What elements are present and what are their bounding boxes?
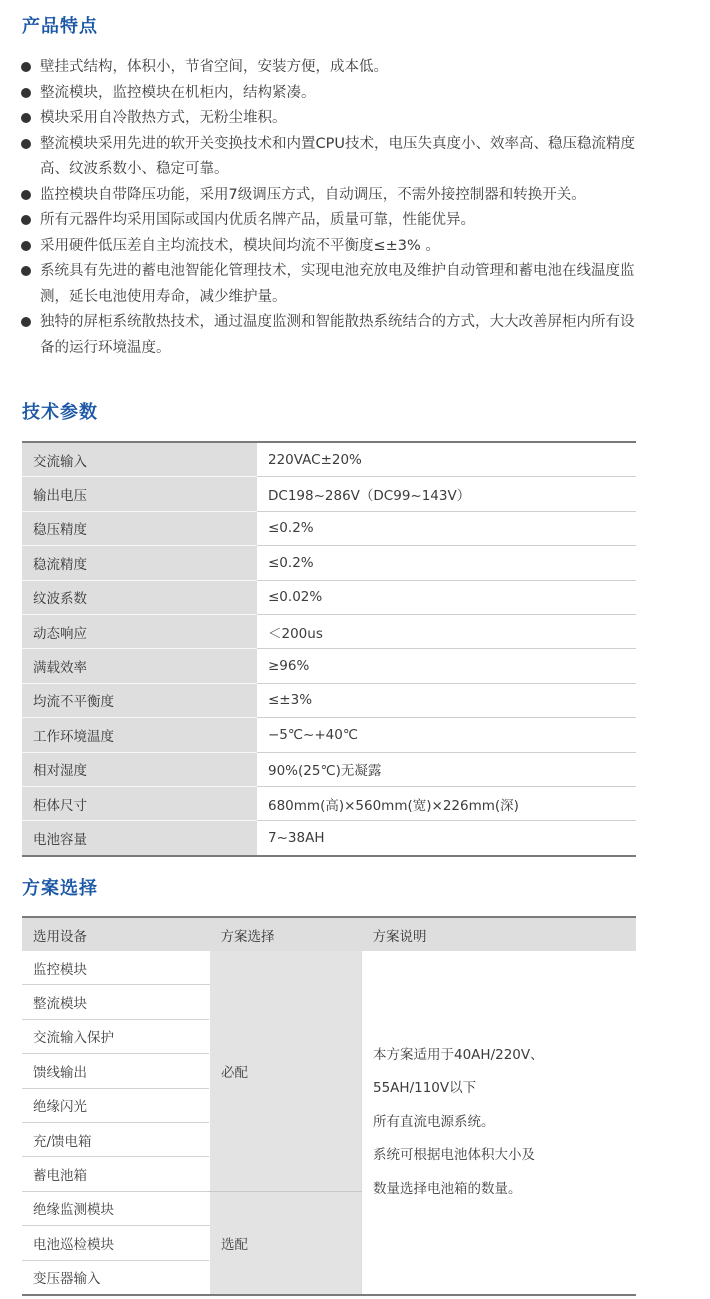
bullet-icon xyxy=(21,62,31,72)
param-value: 7~38AH xyxy=(268,829,325,846)
list-item xyxy=(20,234,640,260)
feature-text: 模块采用自冷散热方式，无粉尘堆积。 xyxy=(40,110,287,126)
param-value: ≤0.2% xyxy=(257,511,636,545)
param-value: ≥96% xyxy=(257,649,636,683)
device-cell: 充/馈电箱 xyxy=(22,1122,210,1156)
bullet-icon xyxy=(21,190,31,200)
table-row xyxy=(22,821,636,856)
bullet-icon xyxy=(21,113,31,123)
device-cell: 整流模块 xyxy=(22,985,210,1019)
param-name: 交流输入 xyxy=(22,442,257,477)
feature-text: 独特的屏柜系统散热技术，通过温度监测和智能散热系统结合的方式，大大改善屏柜内所有设备的运行环境温度。 xyxy=(40,314,635,356)
description-cell xyxy=(362,951,637,1295)
list-item xyxy=(20,55,640,81)
param-value: DC198~286V（DC99~143V） xyxy=(257,477,636,511)
param-name: 稳流精度 xyxy=(22,546,257,580)
device-cell: 绝缘监测模块 xyxy=(22,1191,210,1225)
device-cell: 绝缘闪光 xyxy=(22,1088,210,1122)
table-row xyxy=(22,951,636,985)
bullet-icon xyxy=(21,317,31,327)
bullet-icon xyxy=(21,215,31,225)
list-item xyxy=(20,132,640,183)
table-row xyxy=(22,752,636,786)
table-row xyxy=(22,546,636,580)
table-row xyxy=(22,649,636,683)
device-cell: 蓄电池箱 xyxy=(22,1157,210,1191)
description-line: 55AH/110V以下 xyxy=(373,1080,477,1097)
feature-text: 采用硬件低压差自主均流技术，模块间均流不平衡度≤±3% 。 xyxy=(40,237,440,254)
features-title: 产品特点 xyxy=(22,16,98,37)
bullet-icon xyxy=(21,266,31,276)
param-name: 稳压精度 xyxy=(22,511,257,545)
param-value: 220VAC±20% xyxy=(257,442,636,477)
table-row xyxy=(22,718,636,752)
param-name: 输出电压 xyxy=(22,477,257,511)
param-name: 动态响应 xyxy=(22,614,257,648)
column-header-device: 选用设备 xyxy=(22,917,210,951)
table-row xyxy=(22,786,636,820)
param-name: 相对湿度 xyxy=(22,752,257,786)
device-cell: 馈线输出 xyxy=(22,1054,210,1088)
table-row xyxy=(22,683,636,717)
feature-text: 系统具有先进的蓄电池智能化管理技术，实现电池充放电及维护自动管理和蓄电池在线温度监测，延长电池使用寿命，减少维护量。 xyxy=(40,263,635,305)
param-name: 电池容量 xyxy=(22,821,257,856)
param-name: 纹波系数 xyxy=(22,580,257,614)
param-name: 柜体尺寸 xyxy=(22,786,257,820)
list-item xyxy=(20,208,640,234)
list-item xyxy=(20,259,640,310)
param-value: −5℃~+40℃ xyxy=(257,718,636,752)
scheme-table xyxy=(22,916,636,1296)
list-item xyxy=(20,183,640,209)
device-cell: 交流输入保护 xyxy=(22,1019,210,1053)
feature-text: 壁挂式结构，体积小，节省空间，安装方便，成本低。 xyxy=(40,59,388,75)
device-cell: 电池巡检模块 xyxy=(22,1226,210,1260)
param-name: 均流不平衡度 xyxy=(22,683,257,717)
column-header-option: 方案选择 xyxy=(210,917,362,951)
feature-text: 整流模块采用先进的软开关变换技术和内置CPU技术，电压失真度小、效率高、稳压稳流精度高、纹波系数小、稳定可靠。 xyxy=(40,135,635,177)
table-row xyxy=(22,442,636,477)
param-name: 满载效率 xyxy=(22,649,257,683)
table-row xyxy=(22,477,636,511)
list-item xyxy=(20,310,640,361)
feature-text: 监控模块自带降压功能，采用7级调压方式，自动调压，不需外接控制器和转换开关。 xyxy=(40,186,586,203)
bullet-icon xyxy=(21,241,31,251)
params-title: 技术参数 xyxy=(22,402,98,423)
param-value: 90%(25℃)无凝露 xyxy=(257,752,636,786)
param-value: ＜200us xyxy=(257,614,636,648)
table-row xyxy=(22,511,636,545)
scheme-title: 方案选择 xyxy=(22,878,98,899)
device-cell: 监控模块 xyxy=(22,951,210,985)
param-name: 工作环境温度 xyxy=(22,718,257,752)
table-row xyxy=(22,580,636,614)
param-value: ≤±3% xyxy=(257,683,636,717)
table-header-row xyxy=(22,917,636,951)
feature-text: 整流模块，监控模块在机柜内，结构紧凑。 xyxy=(40,84,316,101)
column-header-description: 方案说明 xyxy=(362,917,637,951)
param-value: ≤0.02% xyxy=(257,580,636,614)
description-line: 所有直流电源系统。 xyxy=(373,1113,495,1130)
feature-list xyxy=(20,55,640,361)
param-value: ≤0.2% xyxy=(257,546,636,580)
device-cell: 变压器输入 xyxy=(33,1271,101,1288)
bullet-icon xyxy=(21,139,31,149)
description-line: 数量选择电池箱的数量。 xyxy=(373,1180,522,1197)
table-row xyxy=(22,614,636,648)
required-cell: 必配 xyxy=(210,951,362,1191)
param-value: 680mm(高)×560mm(宽)×226mm(深) xyxy=(257,786,636,820)
feature-text: 所有元器件均采用国际或国内优质名牌产品，质量可靠，性能优异。 xyxy=(40,212,475,228)
description-line: 本方案适用于40AH/220V、 xyxy=(373,1046,544,1063)
params-table xyxy=(22,441,636,857)
list-item xyxy=(20,106,640,132)
bullet-icon xyxy=(21,88,31,98)
description-line: 系统可根据电池体积大小及 xyxy=(373,1147,535,1164)
optional-cell: 选配 xyxy=(210,1191,362,1295)
list-item xyxy=(20,81,640,107)
